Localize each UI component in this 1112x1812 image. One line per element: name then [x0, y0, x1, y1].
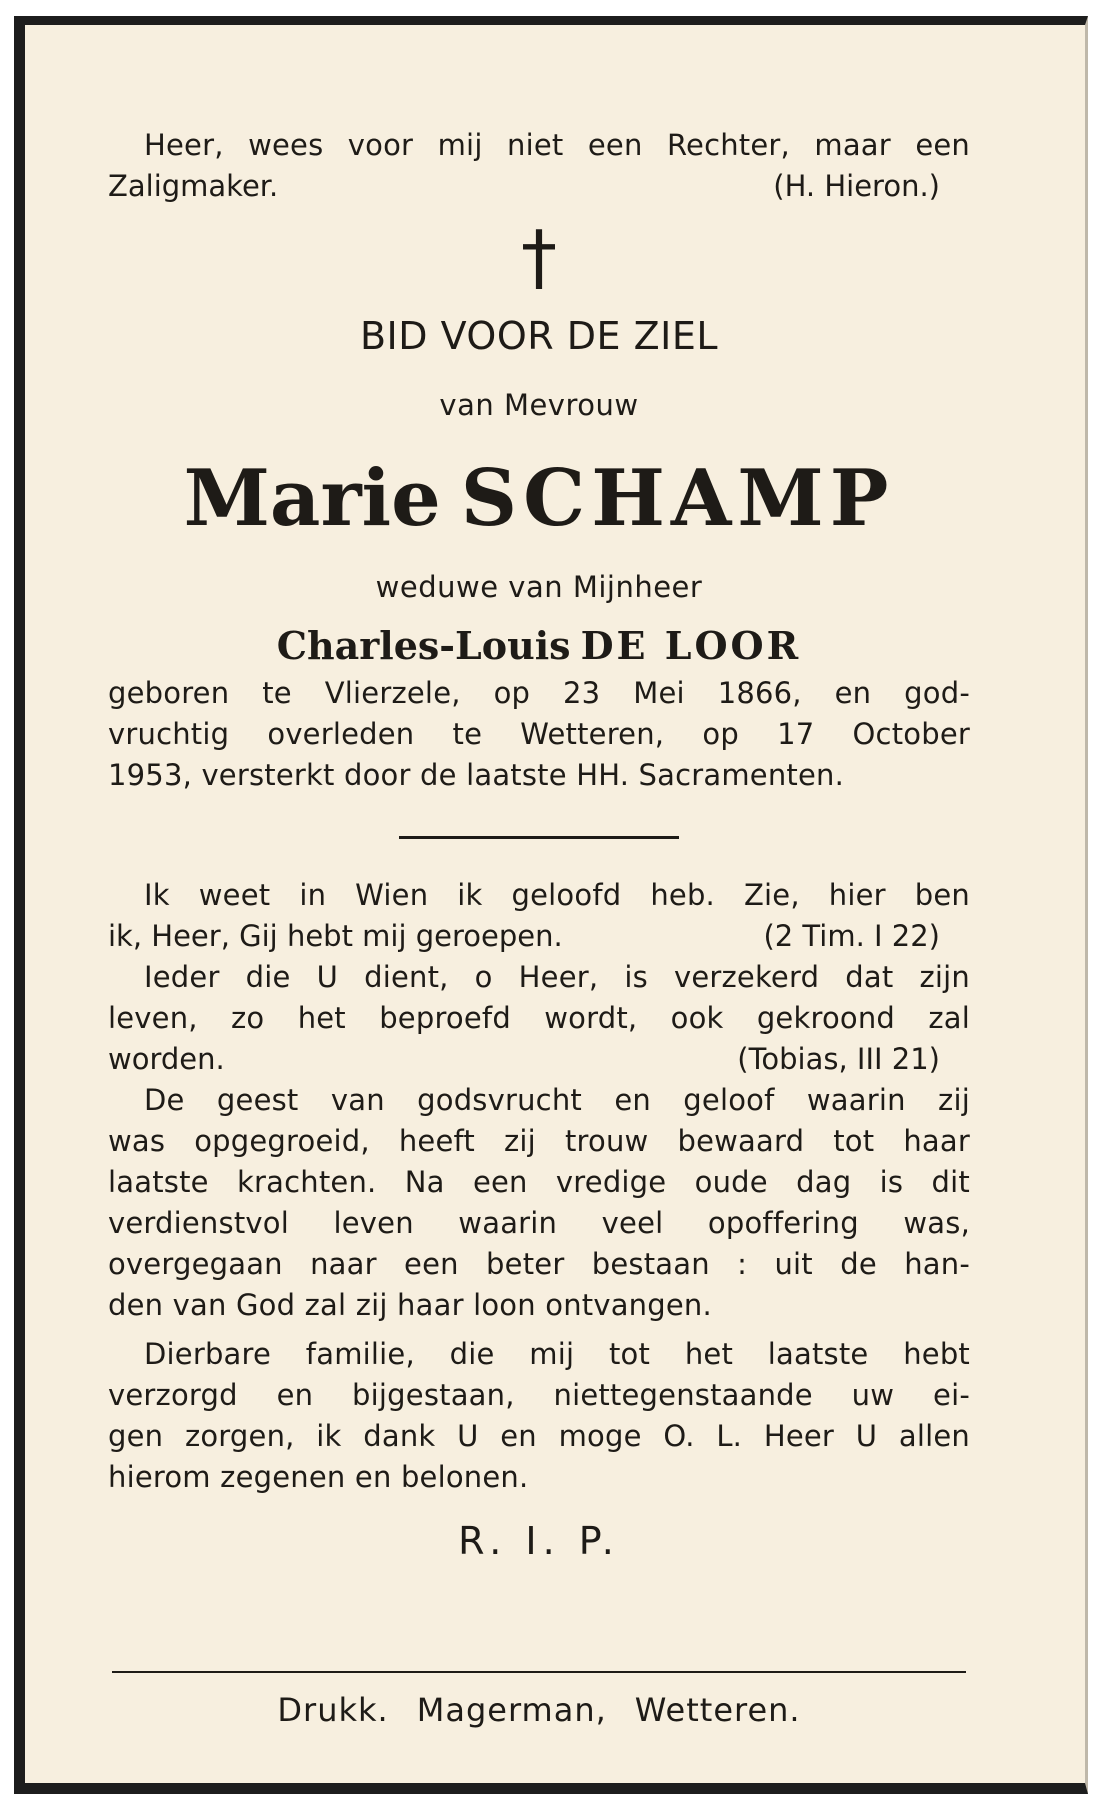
husband-surname: DE LOOR: [580, 623, 802, 668]
bio-line: 1953, versterkt door de laatste HH. Sacramenten.: [108, 758, 845, 792]
paragraph-2: [108, 1334, 970, 1498]
paragraph-line: overgegaan naar een beter bestaan : uit de han-: [108, 1247, 970, 1281]
paragraph-1: [108, 1080, 970, 1326]
verse-source: (2 Tim. I 22): [763, 919, 940, 953]
biography: [108, 673, 970, 796]
verse-text: ik, Heer, Gij hebt mij geroepen.: [108, 919, 563, 953]
footer-divider: [112, 1671, 966, 1673]
verse-line: [108, 1039, 970, 1080]
bio-line: geboren te Vlierzele, op 23 Mei 1866, en god-: [108, 676, 970, 710]
deceased-name: [108, 453, 970, 545]
card-content: [108, 125, 970, 1566]
husband-name: [108, 621, 970, 671]
bio-line: vruchtig overleden te Wetteren, op 17 October: [108, 717, 970, 751]
printer-city: Wetteren.: [634, 1691, 801, 1729]
verse-line: Ieder die U dient, o Heer, is verzekerd dat zijn: [144, 960, 970, 994]
epigraph-line-1: Heer, wees voor mij niet een Rechter, maar een: [144, 128, 970, 162]
epigraph-source: (H. Hieron.): [773, 169, 940, 203]
printer-name: Magerman,: [416, 1691, 607, 1729]
verse-line: Ik weet in Wien ik geloofd heb. Zie, hier ben: [144, 878, 970, 912]
epigraph-text: Zaligmaker.: [108, 169, 279, 203]
paragraph-line: laatste krachten. Na een vredige oude dag is dit: [108, 1165, 970, 1199]
paragraph-line: Dierbare familie, die mij tot het laatste hebt: [144, 1337, 970, 1371]
heading: BID VOOR DE ZIEL: [359, 314, 718, 358]
epigraph: [108, 125, 970, 207]
paragraph-line: verdienstvol leven waarin veel opoffering was,: [108, 1206, 970, 1240]
verse-1: [108, 875, 970, 957]
deceased-first-name: Marie: [183, 453, 441, 544]
deceased-surname: SCHAMP: [460, 453, 895, 544]
paragraph-line: hierom zegenen en belonen.: [108, 1460, 529, 1494]
printer-label: Drukk.: [277, 1691, 389, 1729]
verse-source: (Tobias, III 21): [737, 1042, 940, 1076]
paragraph-line: was opgegroeid, heeft zij trouw bewaard tot haar: [108, 1124, 970, 1158]
paragraph-line: gen zorgen, ik dank U en moge O. L. Heer U allen: [108, 1419, 970, 1453]
title-prefix: van Mevrouw: [439, 388, 639, 422]
printer-credit: [108, 1688, 970, 1732]
paragraph-line: verzorgd en bijgestaan, niettegenstaande uw ei-: [108, 1378, 970, 1412]
verse-text: worden.: [108, 1042, 225, 1076]
husband-first-name: Charles-Louis: [276, 623, 571, 668]
relation: weduwe van Mijnheer: [375, 570, 703, 604]
verse-line: [108, 916, 970, 957]
verse-line: leven, zo het beproefd wordt, ook gekroond zal: [108, 1001, 970, 1035]
epigraph-line-2: [108, 166, 970, 207]
rip-text: R. I. P.: [458, 1519, 620, 1563]
paragraph-line: De geest van godsvrucht en geloof waarin zij: [144, 1083, 970, 1117]
verse-2: [108, 957, 970, 1080]
cross-icon: †: [521, 215, 557, 299]
paragraph-line: den van God zal zij haar loon ontvangen.: [108, 1288, 712, 1322]
divider: [399, 836, 679, 839]
